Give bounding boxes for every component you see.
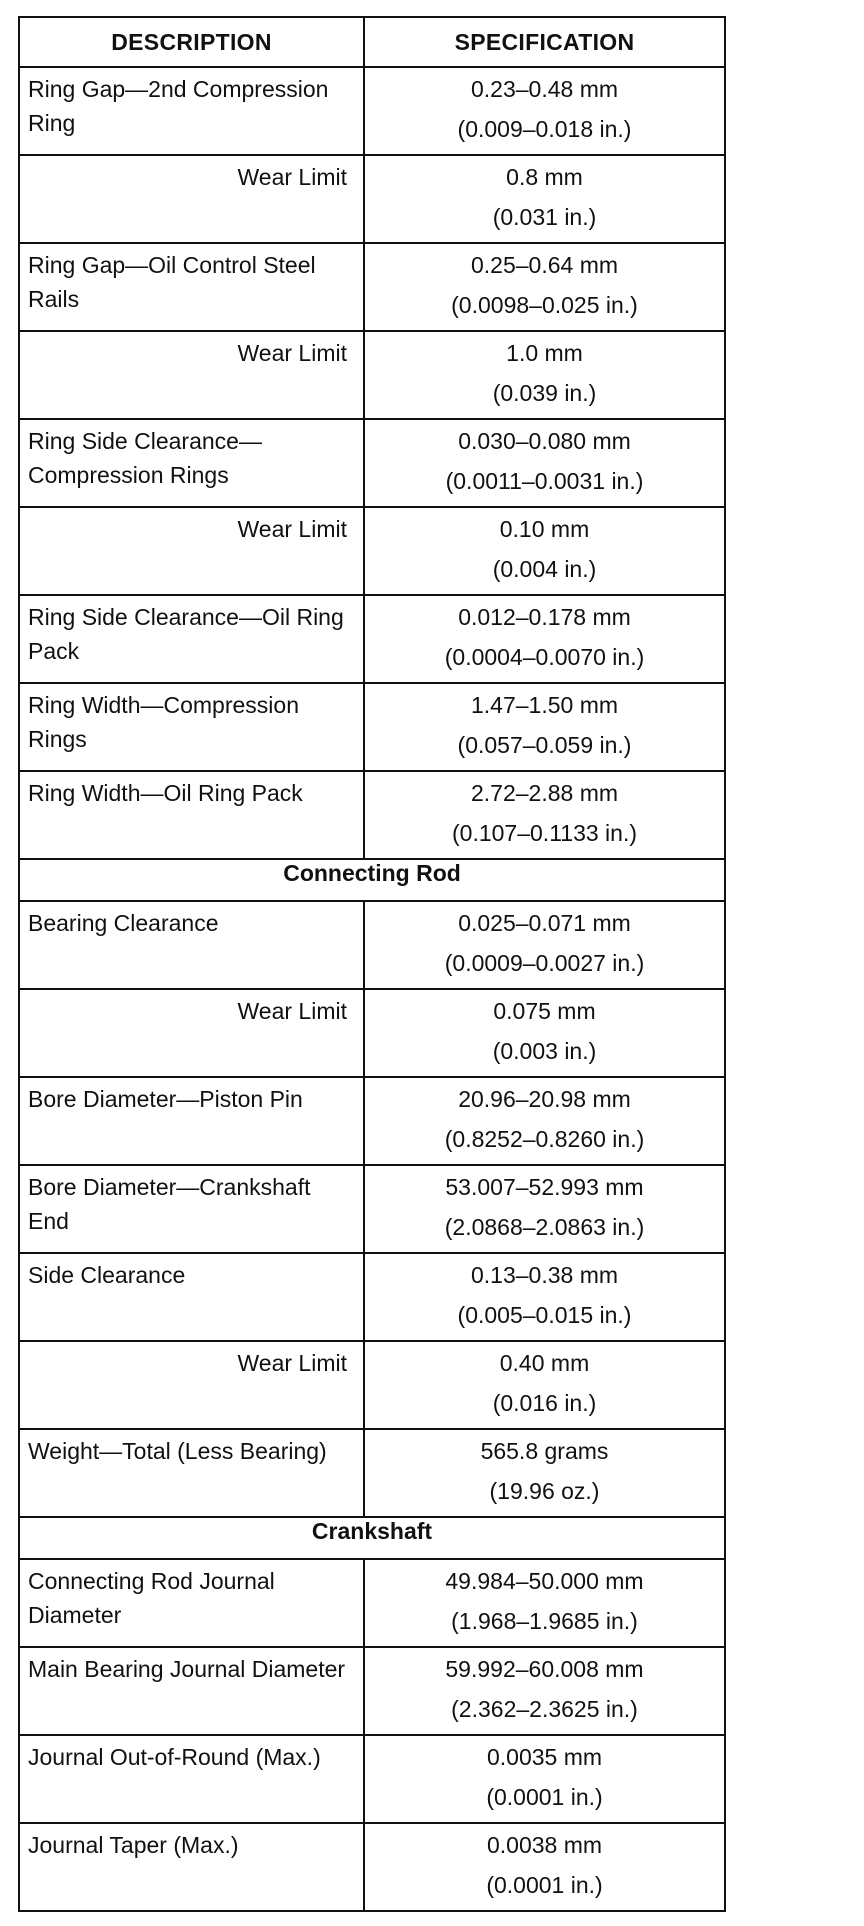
description-cell: Ring Gap—2nd Compression Ring <box>19 67 364 155</box>
table-row <box>19 1735 725 1823</box>
specification-cell <box>364 331 725 419</box>
table-row <box>19 1253 725 1341</box>
imperial-value: (0.107–0.1133 in.) <box>452 820 637 846</box>
specification-cell <box>364 155 725 243</box>
imperial-value: (19.96 oz.) <box>489 1478 600 1504</box>
description-cell: Ring Width—Compression Rings <box>19 683 364 771</box>
specification-cell <box>364 1341 725 1429</box>
table-row <box>19 67 725 155</box>
metric-value: 0.25–0.64 mm <box>470 252 619 278</box>
wear-limit-label: Wear Limit <box>19 989 364 1077</box>
table-row <box>19 1559 725 1647</box>
table-row <box>19 683 725 771</box>
metric-value: 59.992–60.008 mm <box>445 1656 644 1682</box>
table-header-row <box>19 17 725 67</box>
metric-value: 0.012–0.178 mm <box>458 604 631 630</box>
imperial-value: (0.039 in.) <box>492 380 597 406</box>
description-cell: Journal Taper (Max.) <box>19 1823 364 1911</box>
table-row <box>19 901 725 989</box>
specification-cell <box>364 989 725 1077</box>
specification-cell <box>364 507 725 595</box>
section-header-row <box>19 859 725 901</box>
specification-cell <box>364 67 725 155</box>
description-cell: Bore Diameter—Piston Pin <box>19 1077 364 1165</box>
wear-limit-row <box>19 507 725 595</box>
imperial-value: (1.968–1.9685 in.) <box>451 1608 638 1634</box>
section-title: Connecting Rod <box>19 859 725 901</box>
metric-value: 20.96–20.98 mm <box>458 1086 631 1112</box>
specification-cell <box>364 1559 725 1647</box>
metric-value: 2.72–2.88 mm <box>470 780 619 806</box>
metric-value: 565.8 grams <box>480 1438 609 1464</box>
table-row <box>19 1647 725 1735</box>
metric-value: 1.0 mm <box>506 340 583 366</box>
specification-cell <box>364 243 725 331</box>
description-cell: Main Bearing Journal Diameter <box>19 1647 364 1735</box>
specification-cell <box>364 1735 725 1823</box>
description-cell: Ring Side Clearance—Oil Ring Pack <box>19 595 364 683</box>
table-row <box>19 771 725 859</box>
wear-limit-label: Wear Limit <box>19 331 364 419</box>
section-header-row <box>19 1517 725 1559</box>
table-row <box>19 243 725 331</box>
metric-value: 0.0035 mm <box>486 1744 603 1770</box>
imperial-value: (0.003 in.) <box>492 1038 597 1064</box>
metric-value: 0.40 mm <box>499 1350 590 1376</box>
imperial-value: (0.0009–0.0027 in.) <box>444 950 645 976</box>
wear-limit-row <box>19 989 725 1077</box>
imperial-value: (2.0868–2.0863 in.) <box>444 1214 645 1240</box>
imperial-value: (0.057–0.059 in.) <box>457 732 632 758</box>
table-body <box>19 67 725 1911</box>
imperial-value: (0.0011–0.0031 in.) <box>445 468 644 494</box>
table-row <box>19 1165 725 1253</box>
imperial-value: (0.005–0.015 in.) <box>457 1302 632 1328</box>
wear-limit-label: Wear Limit <box>19 1341 364 1429</box>
wear-limit-row <box>19 331 725 419</box>
metric-value: 0.13–0.38 mm <box>470 1262 619 1288</box>
description-cell: Journal Out-of-Round (Max.) <box>19 1735 364 1823</box>
description-cell: Bearing Clearance <box>19 901 364 989</box>
imperial-value: (0.8252–0.8260 in.) <box>444 1126 645 1152</box>
metric-value: 0.030–0.080 mm <box>458 428 631 454</box>
imperial-value: (0.009–0.018 in.) <box>457 116 632 142</box>
metric-value: 0.10 mm <box>499 516 590 542</box>
description-cell: Ring Width—Oil Ring Pack <box>19 771 364 859</box>
specification-cell <box>364 1823 725 1911</box>
table-row <box>19 1429 725 1517</box>
metric-value: 0.075 mm <box>493 998 596 1024</box>
imperial-value: (0.004 in.) <box>492 556 597 582</box>
specification-cell <box>364 771 725 859</box>
specification-table <box>18 16 726 1912</box>
imperial-value: (0.031 in.) <box>492 204 597 230</box>
table-row <box>19 1077 725 1165</box>
table-row <box>19 1823 725 1911</box>
metric-value: 53.007–52.993 mm <box>445 1174 644 1200</box>
imperial-value: (2.362–2.3625 in.) <box>451 1696 638 1722</box>
imperial-value: (0.016 in.) <box>492 1390 597 1416</box>
section-title: Crankshaft <box>19 1517 725 1559</box>
metric-value: 0.025–0.071 mm <box>458 910 631 936</box>
wear-limit-row <box>19 155 725 243</box>
specification-column-header: SPECIFICATION <box>364 17 725 67</box>
table-row <box>19 595 725 683</box>
description-cell: Connecting Rod Journal Diameter <box>19 1559 364 1647</box>
imperial-value: (0.0001 in.) <box>486 1784 603 1810</box>
specification-cell <box>364 595 725 683</box>
wear-limit-label: Wear Limit <box>19 155 364 243</box>
description-cell: Ring Gap—Oil Control Steel Rails <box>19 243 364 331</box>
specification-cell <box>364 901 725 989</box>
specification-cell <box>364 683 725 771</box>
description-cell: Weight—Total (Less Bearing) <box>19 1429 364 1517</box>
metric-value: 0.8 mm <box>506 164 583 190</box>
description-cell: Side Clearance <box>19 1253 364 1341</box>
metric-value: 0.0038 mm <box>486 1832 603 1858</box>
metric-value: 49.984–50.000 mm <box>445 1568 644 1594</box>
specification-cell <box>364 1429 725 1517</box>
wear-limit-label: Wear Limit <box>19 507 364 595</box>
description-cell: Bore Diameter—Crankshaft End <box>19 1165 364 1253</box>
imperial-value: (0.0004–0.0070 in.) <box>444 644 645 670</box>
specification-cell <box>364 1253 725 1341</box>
metric-value: 0.23–0.48 mm <box>470 76 619 102</box>
description-column-header: DESCRIPTION <box>19 17 364 67</box>
specification-cell <box>364 419 725 507</box>
wear-limit-row <box>19 1341 725 1429</box>
metric-value: 1.47–1.50 mm <box>470 692 619 718</box>
specification-cell <box>364 1077 725 1165</box>
imperial-value: (0.0098–0.025 in.) <box>451 292 638 318</box>
specification-cell <box>364 1647 725 1735</box>
table-row <box>19 419 725 507</box>
specification-cell <box>364 1165 725 1253</box>
description-cell: Ring Side Clearance—Compression Rings <box>19 419 364 507</box>
imperial-value: (0.0001 in.) <box>486 1872 603 1898</box>
